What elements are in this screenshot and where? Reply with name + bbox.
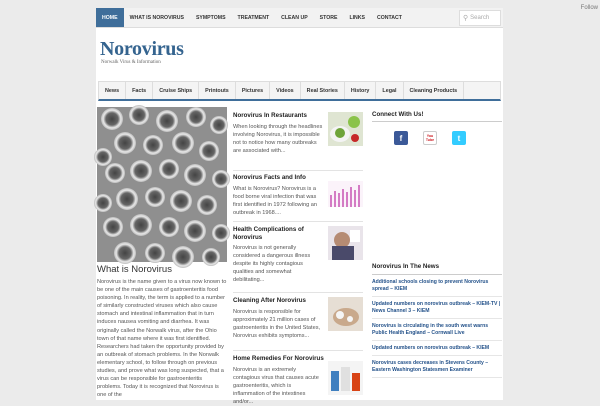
featured-virus-image[interactable]	[97, 107, 227, 262]
social-links	[372, 131, 502, 145]
nav-what-is-norovirus[interactable]: WHAT IS NOROVIRUS	[129, 14, 184, 21]
post-thumbnail[interactable]	[328, 181, 363, 207]
nav-home[interactable]: HOME	[96, 8, 124, 27]
search-input[interactable]	[459, 10, 501, 26]
patient-image	[328, 226, 363, 260]
post-excerpt: What is Norovirus? Norovirus is a food borne viral infection that was first identified in 1972 following an outbreak in 1968....	[233, 185, 317, 216]
post-title[interactable]: Home Remedies For Norovirus	[233, 355, 324, 362]
site-logo[interactable]	[100, 38, 184, 65]
cat-pictures[interactable]: Pictures	[236, 82, 270, 99]
restaurant-image	[328, 112, 363, 146]
cat-videos[interactable]: Videos	[270, 82, 301, 99]
cat-history[interactable]: History	[345, 82, 377, 99]
nav-store[interactable]: STORE	[319, 14, 338, 21]
twitter-icon[interactable]: t	[452, 131, 466, 145]
post-excerpt: Norovirus is responsible for approximately 21 million cases of gastroenteritis in the United States, Norovirus exhibits symptoms...	[233, 308, 321, 339]
nav-links[interactable]: LINKS	[349, 14, 365, 21]
post-excerpt: Norovirus is an extremely contagious virus that causes acute gastroenteritis, which is inflammation of the intestines and/or...	[233, 366, 319, 405]
post-item	[233, 293, 363, 351]
cat-legal[interactable]: Legal	[376, 82, 403, 99]
logo-title: Norovirus	[100, 38, 184, 60]
post-title[interactable]: Cleaning After Norovirus	[233, 297, 306, 304]
category-navigation	[98, 81, 501, 101]
post-item	[233, 171, 363, 222]
news-item[interactable]: Additional schools closing to prevent Norovirus spread – KIEM	[372, 275, 502, 297]
post-excerpt: Norovirus is not generally considered a dangerous illness despite its highly contagious qualities and somewhat debilitating...	[233, 245, 311, 284]
search-icon: ⚲	[463, 15, 469, 22]
news-heading: Norovirus In The News	[372, 263, 502, 275]
post-item	[233, 351, 363, 403]
cleaning-image	[328, 297, 363, 331]
nav-treatment[interactable]: TREATMENT	[237, 14, 270, 21]
news-item[interactable]: Norovirus is circulating in the south west warns Public Health England – Cornwall Live	[372, 319, 502, 341]
nav-clean-up[interactable]: CLEAN UP	[281, 14, 308, 21]
follow-link[interactable]: Follow	[580, 5, 598, 11]
youtube-icon[interactable]: You Tube	[423, 131, 437, 145]
cat-facts[interactable]: Facts	[126, 82, 153, 99]
virus-micrograph	[97, 107, 227, 262]
page-container	[96, 8, 503, 405]
news-item[interactable]: Norovirus cases decreases in Stevens County – Eastern Washington Statesmen Examiner	[372, 356, 502, 378]
connect-widget	[372, 111, 502, 145]
recent-posts	[233, 112, 363, 403]
post-thumbnail[interactable]	[328, 226, 363, 260]
news-widget	[372, 263, 502, 378]
top-navigation	[96, 8, 503, 28]
post-thumbnail[interactable]	[328, 361, 363, 395]
cat-real-stories[interactable]: Real Stories	[301, 82, 345, 99]
search-placeholder: Search	[470, 15, 490, 21]
cat-cruise-ships[interactable]: Cruise Ships	[153, 82, 199, 99]
cat-printouts[interactable]: Printouts	[199, 82, 236, 99]
post-title[interactable]: Norovirus Facts and Info	[233, 174, 306, 181]
cat-news[interactable]: News	[99, 82, 126, 99]
chart-image	[328, 181, 363, 207]
news-item[interactable]: Updated numbers on norovirus outbreak – KIEM-TV | News Channel 3 – KIEM	[372, 297, 502, 319]
remedies-image	[328, 361, 363, 395]
connect-heading: Connect With Us!	[372, 111, 502, 122]
logo-subtitle: Norwalk Virus & Information	[101, 60, 161, 65]
post-thumbnail[interactable]	[328, 297, 363, 331]
facebook-icon[interactable]: f	[394, 131, 408, 145]
nav-contact[interactable]: CONTACT	[377, 14, 402, 21]
post-thumbnail[interactable]	[328, 112, 363, 146]
post-title[interactable]: Health Complications of Norovirus	[233, 226, 304, 241]
cat-cleaning-products[interactable]: Cleaning Products	[404, 82, 465, 99]
post-item	[233, 222, 363, 293]
news-item[interactable]: Updated numbers on norovirus outbreak – KIEM	[372, 341, 502, 356]
featured-excerpt: Norovirus is the name given to a virus now known to be one of the main causes of gastroenteritis food poisoning. In reality, the term is applied to a number of similarly constructed viruses which also cause stomach and intestinal inflammation that in turn induces nausea vomiting and diarrhea. It was originally called the Norwalk virus, after the Ohio town of that name where it was first identified. Researchers had taken the opportunity provided by an outbreak of stomach problems. In the Norwalk elementary school, to follow through on previous studies, and prove what was long suspected, that a virus can be responsible for gastroenteritis problems. Today it is recognized that Norovirus is one of the	[97, 279, 227, 399]
post-excerpt: When looking through the headlines involving Norovirus, it is impossible not to notice how many outbreaks are associated with...	[233, 123, 323, 154]
post-item	[233, 112, 363, 171]
nav-symptoms[interactable]: SYMPTOMS	[195, 14, 226, 21]
post-title[interactable]: Norovirus In Restaurants	[233, 112, 307, 119]
featured-title[interactable]: What is Norovirus	[97, 264, 172, 275]
